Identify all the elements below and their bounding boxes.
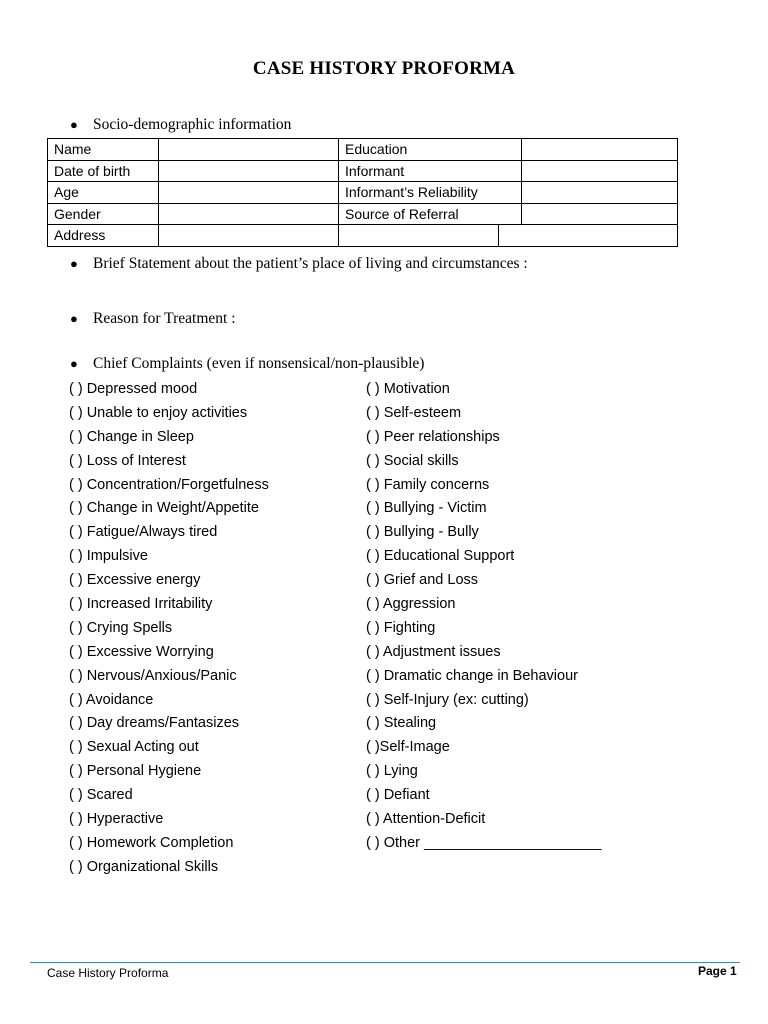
complaint-checkbox-item[interactable]: ( ) Concentration/Forgetfulness: [69, 476, 269, 493]
section-brief-statement: [70, 255, 528, 273]
gender-field[interactable]: [159, 203, 339, 225]
section-label: Brief Statement about the patient’s place of living and circumstances :: [93, 255, 528, 272]
socio-demographic-table: [47, 138, 678, 247]
complaint-checkbox-item[interactable]: ( ) Attention-Deficit: [366, 811, 486, 828]
complaint-checkbox-item[interactable]: ( ) Increased Irritability: [69, 596, 213, 613]
footer-divider: [30, 962, 740, 963]
section-label: Reason for Treatment :: [93, 310, 236, 327]
age-label: Age: [48, 182, 159, 204]
section-socio-demographic: [70, 116, 291, 134]
informant-field[interactable]: [522, 160, 678, 182]
footer-document-title: Case History Proforma: [47, 966, 169, 980]
table-row: [48, 182, 678, 204]
complaints-left-list: [69, 378, 269, 880]
date-of-birth-field[interactable]: [159, 160, 339, 182]
table-row: [48, 225, 678, 247]
complaint-checkbox-item[interactable]: ( ) Excessive energy: [69, 572, 201, 589]
informant-reliability-field[interactable]: [522, 182, 678, 204]
complaint-checkbox-item[interactable]: ( ) Hyperactive: [69, 811, 164, 828]
complaint-checkbox-item[interactable]: ( ) Aggression: [366, 596, 456, 613]
complaint-checkbox-item[interactable]: ( ) Organizational Skills: [69, 858, 219, 875]
complaint-checkbox-item[interactable]: ( ) Dramatic change in Behaviour: [366, 667, 578, 684]
table-row: [48, 160, 678, 182]
complaint-checkbox-item[interactable]: ( ) Change in Weight/Appetite: [69, 500, 259, 517]
complaint-checkbox-item[interactable]: ( ) Family concerns: [366, 476, 490, 493]
section-reason-for-treatment: [70, 310, 236, 328]
complaint-checkbox-item[interactable]: ( ) Scared: [69, 787, 133, 804]
table-row: [48, 203, 678, 225]
complaint-checkbox-item[interactable]: ( ) Impulsive: [69, 548, 148, 565]
complaint-checkbox-item[interactable]: ( ) Personal Hygiene: [69, 763, 202, 780]
bullet-icon: ●: [70, 117, 78, 132]
name-field[interactable]: [159, 139, 339, 161]
complaint-checkbox-item[interactable]: ( ) Bullying - Bully: [366, 524, 479, 541]
complaint-checkbox-item[interactable]: ( ) Day dreams/Fantasizes: [69, 715, 240, 732]
section-label: Chief Complaints (even if nonsensical/non-plausible): [93, 355, 425, 372]
complaint-checkbox-item[interactable]: ( ) Self-Injury (ex: cutting): [366, 691, 529, 708]
complaint-checkbox-item[interactable]: ( ) Excessive Worrying: [69, 643, 214, 660]
informant-reliability-label: Informant’s Reliability: [339, 182, 522, 204]
complaint-checkbox-item[interactable]: ( ) Fighting: [366, 619, 436, 636]
complaint-checkbox-item[interactable]: ( )Self-Image: [366, 739, 450, 756]
gender-label: Gender: [48, 203, 159, 225]
section-chief-complaints: [70, 355, 424, 373]
name-label: Name: [48, 139, 159, 161]
complaint-checkbox-item[interactable]: ( ) Stealing: [366, 715, 437, 732]
section-label: Socio-demographic information: [93, 116, 292, 133]
page-title: CASE HISTORY PROFORMA: [252, 58, 516, 79]
date-of-birth-label: Date of birth: [48, 160, 159, 182]
complaint-checkbox-item[interactable]: ( ) Homework Completion: [69, 834, 234, 851]
complaint-checkbox-item[interactable]: ( ) Depressed mood: [69, 381, 198, 397]
footer-page-number: Page 1: [698, 964, 737, 978]
complaint-checkbox-item[interactable]: ( ) Social skills: [366, 452, 459, 469]
age-field[interactable]: [159, 182, 339, 204]
complaint-checkbox-item[interactable]: ( ) Nervous/Anxious/Panic: [69, 667, 237, 684]
source-of-referral-field[interactable]: [522, 203, 678, 225]
complaint-checkbox-item[interactable]: ( ) Loss of Interest: [69, 452, 186, 469]
address-field-2[interactable]: [339, 225, 499, 247]
education-field[interactable]: [522, 139, 678, 161]
informant-label: Informant: [339, 160, 522, 182]
complaint-checkbox-item[interactable]: ( ) Defiant: [366, 787, 430, 804]
source-of-referral-label: Source of Referral: [339, 203, 522, 225]
complaint-checkbox-item[interactable]: ( ) Peer relationships: [366, 428, 500, 445]
education-label: Education: [339, 139, 522, 161]
table-row: [48, 139, 678, 161]
complaint-checkbox-item[interactable]: ( ) Fatigue/Always tired: [69, 524, 218, 541]
complaint-checkbox-item[interactable]: ( ) Grief and Loss: [366, 572, 479, 589]
bullet-icon: ●: [70, 356, 78, 371]
complaint-checkbox-item[interactable]: ( ) Lying: [366, 763, 418, 780]
complaint-checkbox-item[interactable]: ( ) Crying Spells: [69, 619, 173, 636]
complaints-right-list: [366, 378, 601, 856]
address-label: Address: [48, 225, 159, 247]
address-field-3[interactable]: [499, 225, 678, 247]
complaint-checkbox-item[interactable]: ( ) Sexual Acting out: [69, 739, 199, 756]
complaint-checkbox-item[interactable]: ( ) Change in Sleep: [69, 428, 194, 445]
complaint-checkbox-item[interactable]: ( ) Motivation: [366, 381, 450, 397]
complaint-checkbox-item[interactable]: ( ) Adjustment issues: [366, 643, 501, 660]
complaint-checkbox-item[interactable]: ( ) Self-esteem: [366, 404, 462, 421]
complaint-checkbox-item[interactable]: ( ) Avoidance: [69, 691, 154, 708]
address-field[interactable]: [159, 225, 339, 247]
complaint-checkbox-item[interactable]: ( ) Other ______________________: [366, 834, 602, 851]
bullet-icon: ●: [70, 256, 78, 271]
complaint-checkbox-item[interactable]: ( ) Educational Support: [366, 548, 515, 565]
bullet-icon: ●: [70, 311, 78, 326]
complaint-checkbox-item[interactable]: ( ) Unable to enjoy activities: [69, 404, 248, 421]
complaint-checkbox-item[interactable]: ( ) Bullying - Victim: [366, 500, 487, 517]
